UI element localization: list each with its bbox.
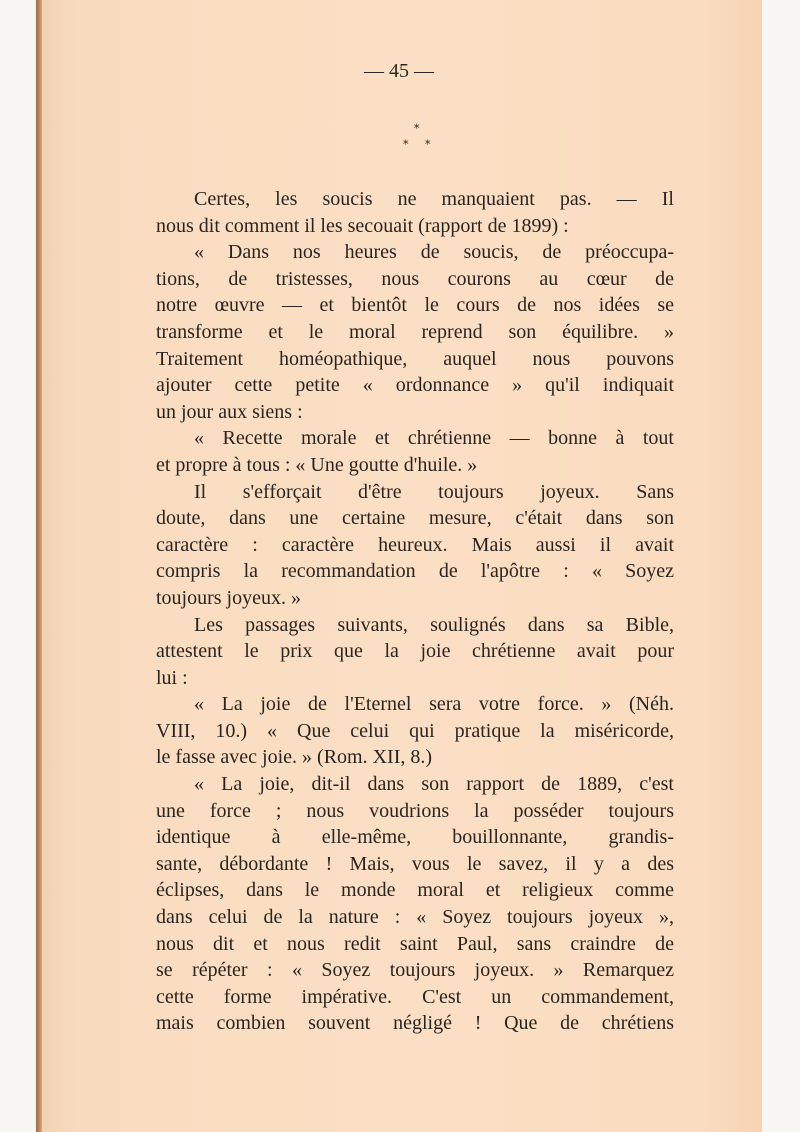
text-line: transforme et le moral reprend son équilibre. » [156, 320, 674, 343]
text-line: ajouter cette petite « ordonnance » qu'il indiquait [156, 374, 674, 397]
text-line: nous dit et nous redit saint Paul, sans craindre de [156, 932, 674, 955]
text-line: un jour aux siens : [156, 400, 303, 423]
text-line: notre œuvre — et bientôt le cours de nos idées se [156, 294, 674, 317]
text-line: attestent le prix que la joie chrétienne avait pour [156, 640, 674, 663]
text-line: doute, dans une certaine mesure, c'était dans son [156, 507, 674, 530]
text-line: Il s'efforçait d'être toujours joyeux. Sans [194, 480, 674, 503]
text-line: « Recette morale et chrétienne — bonne à tout [194, 427, 674, 450]
text-line: tions, de tristesses, nous courons au cœur de [156, 267, 674, 290]
text-line: une force ; nous voudrions la posséder toujours [156, 799, 674, 822]
text-line: se répéter : « Soyez toujours joyeux. » Remarquez [156, 959, 674, 982]
text-line: Les passages suivants, soulignés dans sa Bible, [194, 613, 674, 636]
text-line: éclipses, dans le monde moral et religieux comme [156, 879, 674, 902]
asterism-star-left: * [403, 138, 409, 151]
asterism-star-top: * [414, 122, 420, 135]
text-line: compris la recommandation de l'apôtre : « Soyez [156, 560, 674, 583]
text-line: Certes, les soucis ne manquaient pas. — Il [194, 188, 674, 210]
body-text [156, 186, 674, 1037]
page-spine-edge [36, 0, 42, 1132]
text-line: « La joie, dit-il dans son rapport de 1889, c'est [194, 773, 674, 796]
text-line: identique à elle-même, bouillonnante, grandis- [156, 826, 674, 849]
text-line: Traitement homéopathique, auquel nous pouvons [156, 347, 674, 370]
text-line: le fasse avec joie. » (Rom. XII, 8.) [156, 746, 433, 769]
scanned-page [36, 0, 762, 1132]
text-line: VIII, 10.) « Que celui qui pratique la miséricorde, [156, 719, 674, 742]
text-line: nous dit comment il les secouait (rapport de 1899) : [156, 214, 569, 237]
page-number: — 45 — [364, 60, 434, 82]
text-line: « La joie de l'Eternel sera votre force. » (Néh. [194, 693, 674, 716]
asterism-separator [400, 122, 440, 156]
text-line: et propre à tous : « Une goutte d'huile. » [156, 453, 478, 476]
text-line: caractère : caractère heureux. Mais aussi il avait [156, 533, 674, 556]
text-line: dans celui de la nature : « Soyez toujours joyeux », [156, 906, 674, 929]
text-line: lui : [156, 666, 188, 689]
text-line: mais combien souvent négligé ! Que de chrétiens [156, 1012, 674, 1035]
text-line: sante, débordante ! Mais, vous le savez, il y a des [156, 852, 674, 875]
text-line: cette forme impérative. C'est un commandement, [156, 985, 674, 1008]
text-line: toujours joyeux. » [156, 586, 301, 609]
text-line: « Dans nos heures de soucis, de préoccupa- [194, 241, 674, 264]
asterism-star-right: * [425, 138, 431, 151]
